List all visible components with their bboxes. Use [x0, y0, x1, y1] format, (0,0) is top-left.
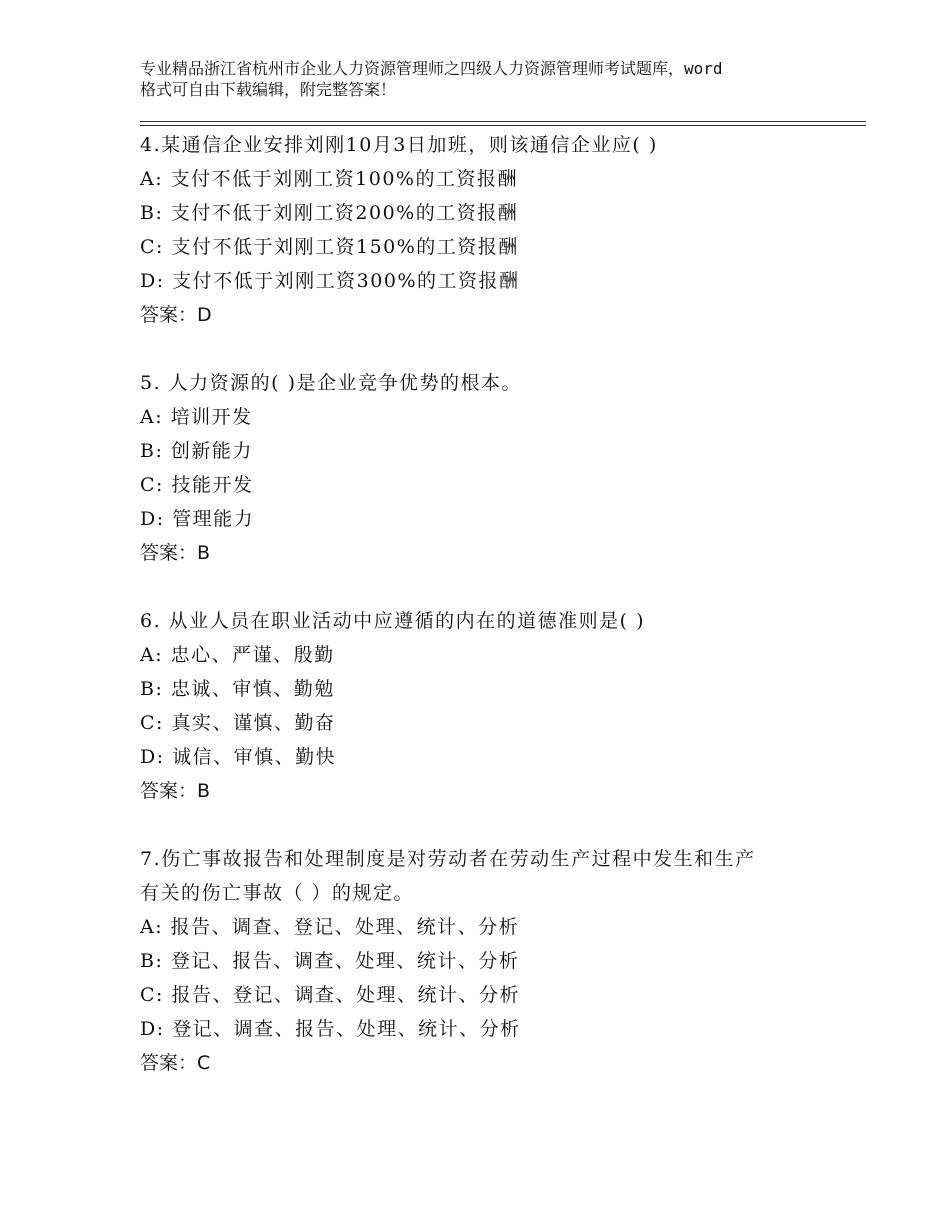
question-block [140, 128, 840, 332]
option-a: A: 忠心、严谨、殷勤 [140, 644, 335, 666]
question-stem: 4.某通信企业安排刘刚10月3日加班，则该通信企业应( ) [140, 134, 658, 156]
option-a: A: 培训开发 [140, 406, 253, 428]
question-stem: 6. 从业人员在职业活动中应遵循的内在的道德准则是( ) [140, 610, 646, 632]
header-line-1: 专业精品浙江省杭州市企业人力资源管理师之四级人力资源管理师考试题库，word [140, 59, 723, 78]
option-a: A: 报告、调查、登记、处理、统计、分析 [140, 916, 520, 938]
option-d: D: 登记、调查、报告、处理、统计、分析 [140, 1018, 521, 1040]
question-stem-continued: 有关的伤亡事故（ ）的规定。 [140, 882, 415, 904]
option-b: B: 支付不低于刘刚工资200%的工资报酬 [140, 202, 519, 224]
option-a: A: 支付不低于刘刚工资100%的工资报酬 [140, 168, 518, 190]
question-stem: 7.伤亡事故报告和处理制度是对劳动者在劳动生产过程中发生和生产 [140, 848, 756, 870]
question-block [140, 842, 840, 1080]
option-c: C: 支付不低于刘刚工资150%的工资报酬 [140, 236, 519, 258]
option-b: B: 创新能力 [140, 440, 253, 462]
question-spacer [140, 570, 840, 604]
option-c: C: 技能开发 [140, 474, 254, 496]
option-c: C: 真实、谨慎、勤奋 [140, 712, 336, 734]
header-divider-bottom [140, 125, 866, 126]
question-block [140, 366, 840, 570]
option-d: D: 管理能力 [140, 508, 255, 530]
option-d: D: 诚信、审慎、勤快 [140, 746, 337, 768]
question-list [140, 128, 840, 1080]
header-line-2: 格式可自由下载编辑，附完整答案！ [140, 80, 397, 99]
option-b: B: 登记、报告、调查、处理、统计、分析 [140, 950, 520, 972]
document-header [140, 58, 830, 100]
option-b: B: 忠诚、审慎、勤勉 [140, 678, 335, 700]
option-d: D: 支付不低于刘刚工资300%的工资报酬 [140, 270, 520, 292]
option-c: C: 报告、登记、调查、处理、统计、分析 [140, 984, 520, 1006]
answer-line: 答案：D [140, 304, 212, 326]
question-spacer [140, 808, 840, 842]
answer-line: 答案：B [140, 780, 211, 802]
answer-line: 答案：B [140, 542, 211, 564]
question-stem: 5. 人力资源的( )是企业竞争优势的根本。 [140, 372, 523, 394]
answer-line: 答案：C [140, 1052, 211, 1074]
question-block [140, 604, 840, 808]
header-divider-top [140, 121, 866, 122]
question-spacer [140, 332, 840, 366]
